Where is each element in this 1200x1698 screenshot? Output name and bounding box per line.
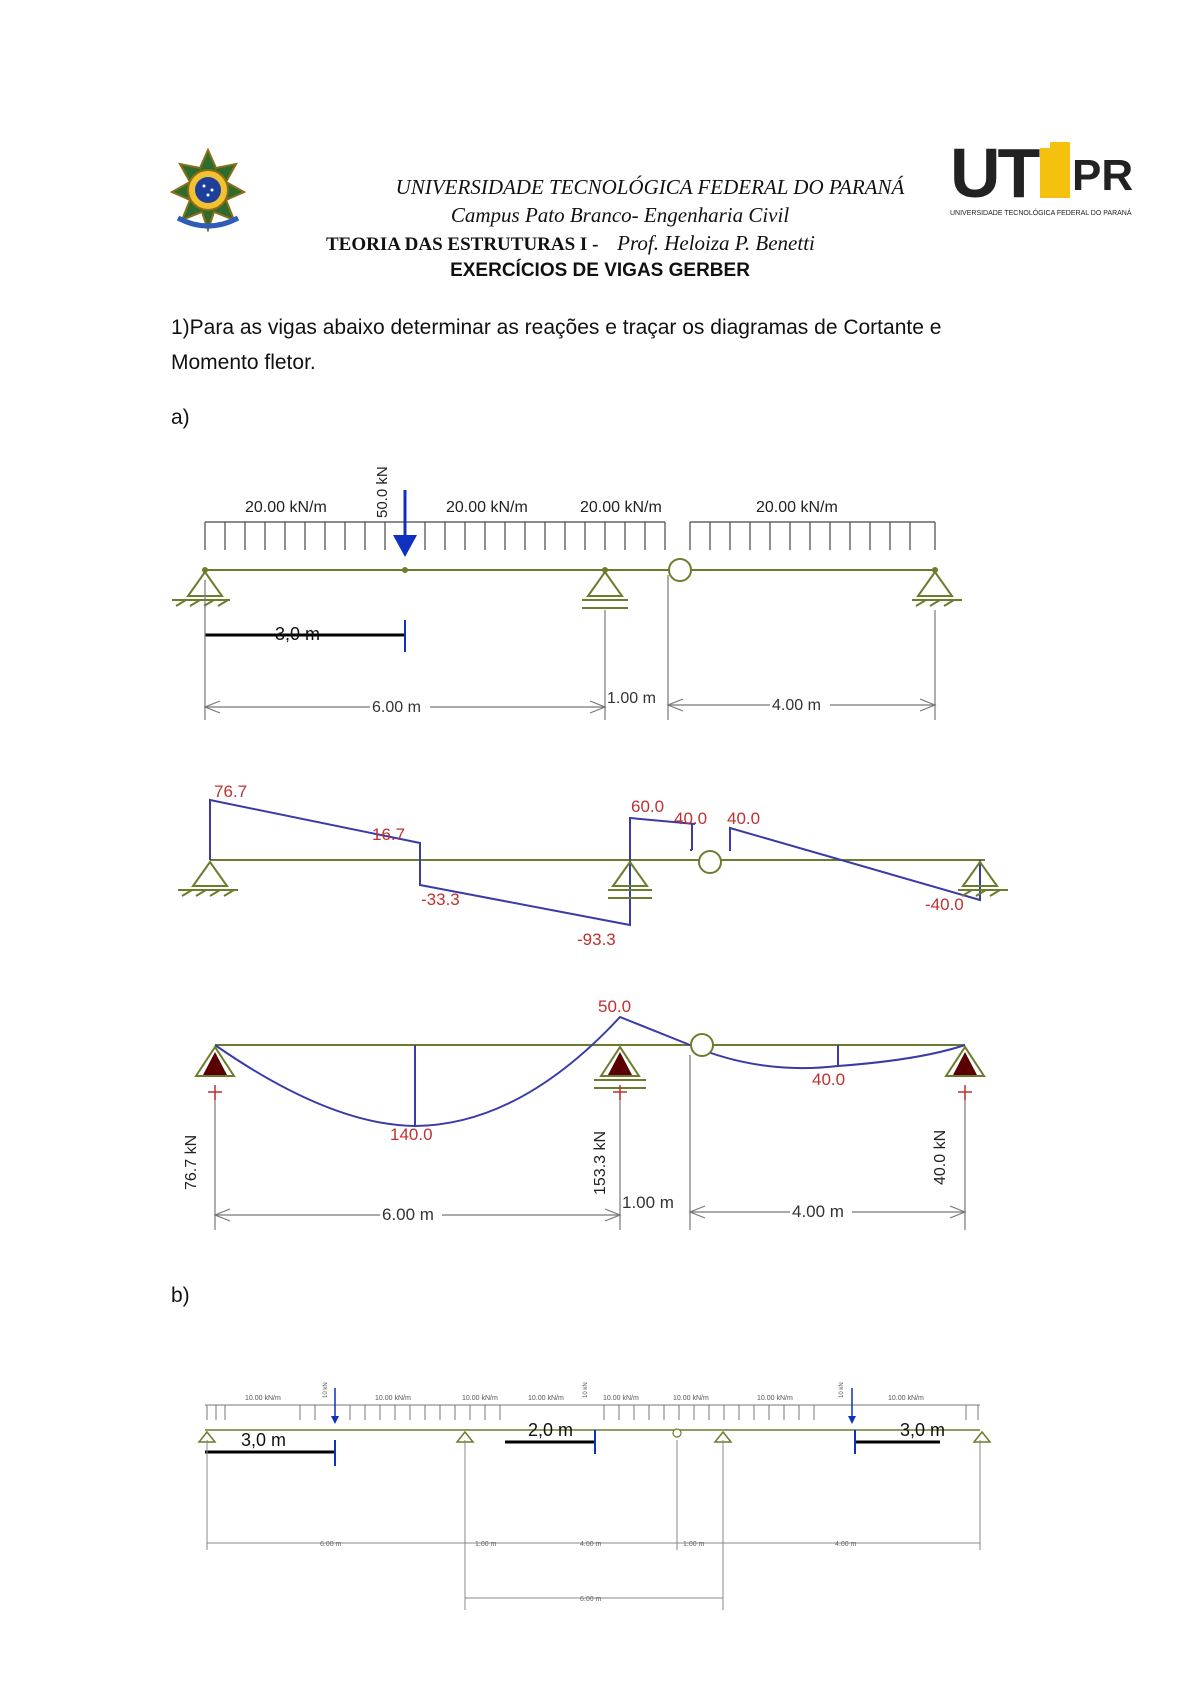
part-b-label: b)	[171, 1284, 190, 1307]
span-label: 1.00 m	[683, 1541, 705, 1548]
span-label: 4.00 m	[772, 697, 821, 714]
campus-name: Campus Pato Branco- Engenharia Civil	[450, 203, 790, 227]
reaction-label: 40.0 kN	[932, 1129, 949, 1185]
load-label: 10.00 kN/m	[888, 1395, 924, 1402]
professor-name: Prof. Heloiza P. Benetti	[617, 231, 815, 255]
load-label: 10.00 kN/m	[673, 1395, 709, 1402]
span-label: 1.00 m	[607, 690, 656, 707]
load-label: 20.00 kN/m	[756, 499, 838, 516]
load-label: 20.00 kN/m	[446, 499, 528, 516]
dim-label: 2,0 m	[528, 1420, 574, 1440]
shear-value: 16.7	[372, 825, 406, 844]
point-load-label: 50.0 kN	[374, 466, 391, 518]
shear-diagram-a	[0, 770, 1200, 960]
load-label: 10.00 kN/m	[375, 1395, 411, 1402]
shear-value: 60.0	[631, 797, 665, 816]
shear-value: 76.7	[214, 782, 248, 801]
point-load-label: 10 kN	[839, 1382, 845, 1398]
moment-diagram-a	[0, 985, 1200, 1230]
reaction-label: 153.3 kN	[592, 1130, 609, 1195]
question-line-2: Momento fletor.	[171, 351, 316, 374]
load-label: 10.00 kN/m	[757, 1395, 793, 1402]
shear-value: -40.0	[925, 895, 964, 914]
load-label: 20.00 kN/m	[245, 499, 327, 516]
load-label: 10.00 kN/m	[462, 1395, 498, 1402]
utfpr-logo: UT PR UNIVERSIDADE TECNOLÓGICA FEDERAL DO PARANÁ	[950, 134, 1134, 217]
span-label: 6.00 m	[372, 699, 421, 716]
dim-point-label: 3,0 m	[275, 624, 321, 644]
load-label: 20.00 kN/m	[580, 499, 662, 516]
load-label: 10.00 kN/m	[528, 1395, 564, 1402]
moment-value: 50.0	[598, 997, 632, 1016]
beam-a-loading	[0, 460, 1200, 730]
span-label: 4.00 m	[792, 1202, 844, 1221]
moment-value: 40.0	[812, 1070, 846, 1089]
course-name: TEORIA DAS ESTRUTURAS I -	[326, 234, 599, 255]
span-label: 1.00 m	[475, 1541, 497, 1548]
shear-value: -33.3	[421, 890, 460, 909]
shear-value: 40.0	[727, 809, 761, 828]
load-label: 10.00 kN/m	[245, 1395, 281, 1402]
span-label: 6.00 m	[580, 1596, 602, 1603]
load-label: 10.00 kN/m	[603, 1395, 639, 1402]
span-label: 4.00 m	[835, 1541, 857, 1548]
span-label: 6.00 m	[382, 1205, 434, 1224]
shear-value: 40.0	[674, 809, 708, 828]
point-load-label: 10 kN	[323, 1382, 329, 1398]
point-load-label: 10 kN	[583, 1382, 589, 1398]
university-name: UNIVERSIDADE TECNOLÓGICA FEDERAL DO PARANÁ	[395, 175, 905, 199]
page-title: EXERCÍCIOS DE VIGAS GERBER	[450, 260, 750, 281]
shear-value: -93.3	[577, 930, 616, 949]
span-label: 4.00 m	[580, 1541, 602, 1548]
beam-b-loading	[0, 1360, 1200, 1610]
moment-value: 140.0	[390, 1125, 433, 1144]
span-label: 1.00 m	[622, 1193, 674, 1212]
dim-label: 3,0 m	[900, 1420, 946, 1440]
dim-label: 3,0 m	[241, 1430, 287, 1450]
span-label: 6.00 m	[320, 1541, 342, 1548]
part-a-label: a)	[171, 406, 190, 429]
reaction-label: 76.7 kN	[183, 1134, 200, 1190]
question-line-1: 1)Para as vigas abaixo determinar as reações e traçar os diagramas de Cortante e	[171, 316, 942, 339]
